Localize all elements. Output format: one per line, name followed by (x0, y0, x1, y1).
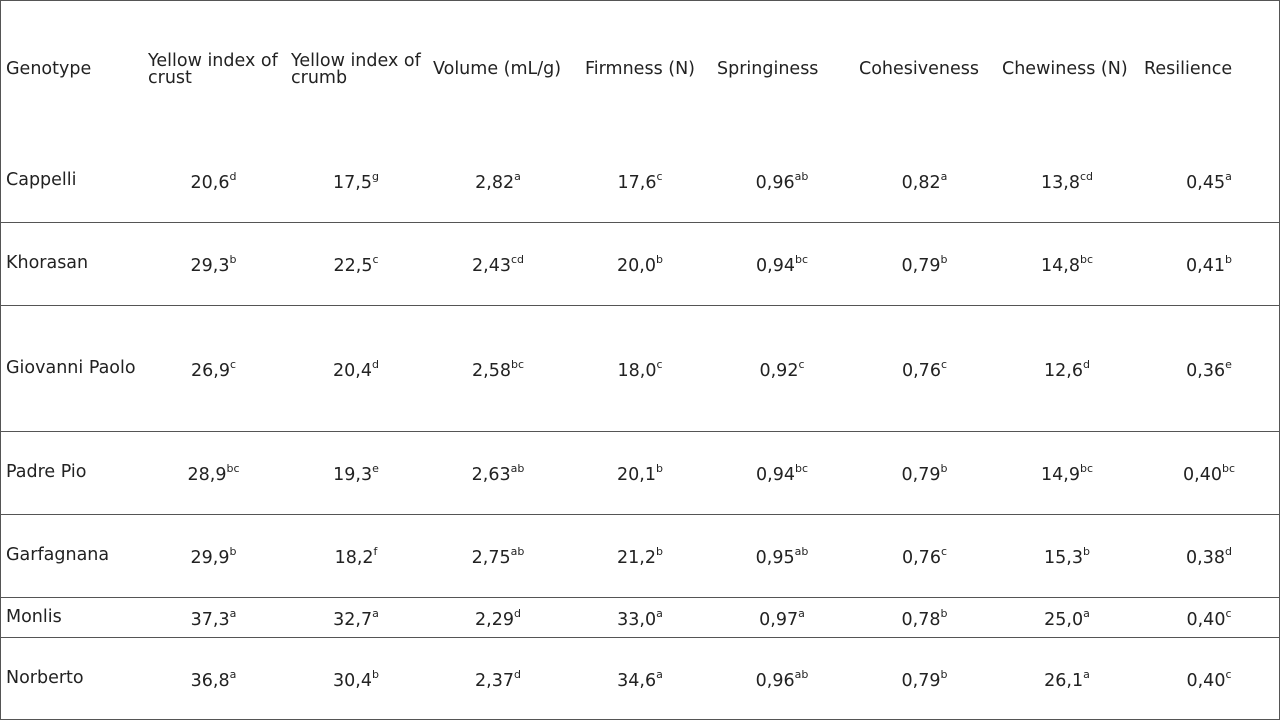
cell-value: 18,2 (334, 547, 374, 568)
cell-value: 0,97 (759, 609, 799, 630)
value-cell (569, 305, 711, 431)
significance-letter: cd (1079, 169, 1093, 183)
significance-letter: bc (794, 253, 808, 267)
cell-value: 33,0 (617, 609, 657, 630)
significance-letter: a (656, 668, 663, 682)
value-cell (569, 222, 711, 305)
significance-letter: c (656, 169, 663, 183)
header-firmness: Firmness (N) (585, 59, 695, 79)
significance-letter: a (940, 169, 948, 183)
value-cell (853, 222, 996, 305)
cell-value: 15,3 (1044, 547, 1083, 568)
value-cell (285, 222, 427, 305)
significance-letter: c (798, 357, 805, 371)
cell-value: 0,92 (759, 360, 799, 381)
value-cell (427, 431, 569, 514)
cell-value: 32,7 (333, 609, 373, 630)
cell-value: 2,37 (475, 671, 514, 692)
cell-value: 0,94 (756, 464, 795, 485)
genotype-cell: Monlis (6, 606, 62, 627)
significance-letter: bc (510, 357, 524, 371)
significance-letter: c (940, 357, 948, 371)
cell-value: 0,76 (901, 547, 941, 568)
significance-letter: b (229, 253, 237, 267)
value-cell (427, 637, 569, 720)
header-genotype: Genotype (6, 59, 92, 79)
significance-letter: e (1225, 357, 1232, 371)
cell-value: 19,3 (333, 464, 373, 485)
significance-letter: b (1224, 253, 1232, 267)
value-cell (711, 637, 853, 720)
value-cell (996, 637, 1138, 720)
cell-value: 13,8 (1041, 172, 1080, 193)
significance-letter: c (940, 545, 948, 559)
cell-value: 0,94 (756, 255, 795, 276)
cell-value: 2,29 (475, 609, 514, 630)
cell-value: 29,3 (190, 255, 230, 276)
cell-value: 14,9 (1041, 464, 1080, 485)
cell-value: 17,5 (333, 172, 372, 193)
value-cell (996, 222, 1138, 305)
value-cell (285, 431, 427, 514)
significance-letter: b (655, 545, 663, 559)
significance-letter: e (372, 462, 379, 476)
header-chewiness: Chewiness (N) (1002, 59, 1128, 79)
significance-letter: b (1082, 545, 1090, 559)
cell-value: 0,38 (1186, 547, 1225, 568)
significance-letter: b (371, 668, 379, 682)
cell-value: 18,0 (617, 360, 657, 381)
cell-value: 20,1 (617, 464, 656, 485)
significance-letter: b (655, 253, 663, 267)
value-cell (569, 139, 711, 222)
table-row (0, 514, 1280, 597)
value-cell (711, 597, 853, 637)
significance-letter: a (798, 606, 805, 620)
cell-value: 2,58 (472, 360, 511, 381)
table-row (0, 222, 1280, 305)
value-cell (1138, 305, 1280, 431)
value-cell (427, 305, 569, 431)
cell-value: 0,79 (901, 255, 941, 276)
significance-letter: c (372, 253, 379, 267)
significance-letter: a (229, 606, 237, 620)
significance-letter: b (940, 253, 948, 267)
significance-letter: bc (1079, 253, 1093, 267)
cell-value: 22,5 (333, 255, 373, 276)
value-cell (1138, 637, 1280, 720)
value-cell (711, 139, 853, 222)
header-yellow-index-crumb: Yellow index of crumb (291, 50, 421, 88)
value-cell (1138, 222, 1280, 305)
value-cell (142, 305, 285, 431)
cell-value: 2,82 (475, 172, 515, 193)
value-cell (142, 139, 285, 222)
value-cell (427, 222, 569, 305)
significance-letter: b (655, 462, 663, 476)
cell-value: 0,96 (755, 671, 795, 692)
value-cell (142, 637, 285, 720)
value-cell (711, 431, 853, 514)
significance-letter: ab (510, 545, 525, 559)
significance-letter: b (940, 462, 948, 476)
value-cell (996, 514, 1138, 597)
table-row (0, 597, 1280, 637)
cell-value: 0,79 (901, 464, 941, 485)
significance-letter: a (1083, 606, 1090, 620)
significance-letter: c (229, 357, 237, 371)
cell-value: 28,9 (187, 464, 227, 485)
value-cell (569, 637, 711, 720)
value-cell (853, 637, 996, 720)
value-cell (1138, 597, 1280, 637)
table-row (0, 637, 1280, 720)
cell-value: 12,6 (1044, 360, 1083, 381)
significance-letter: ab (794, 545, 809, 559)
significance-letter: c (656, 357, 663, 371)
value-cell (285, 597, 427, 637)
header-springiness: Springiness (717, 59, 819, 79)
header-cohesiveness: Cohesiveness (859, 59, 979, 79)
value-cell (427, 139, 569, 222)
cell-value: 0,96 (755, 172, 795, 193)
cell-value: 20,6 (190, 172, 230, 193)
significance-letter: d (513, 668, 521, 682)
table-row (0, 305, 1280, 431)
significance-letter: b (940, 668, 948, 682)
genotype-cell: Norberto (6, 668, 84, 689)
cell-value: 25,0 (1044, 609, 1084, 630)
cell-value: 2,63 (471, 464, 511, 485)
genotype-cell: Khorasan (6, 253, 89, 273)
significance-letter: f (373, 545, 378, 559)
value-cell (996, 305, 1138, 431)
value-cell (1138, 139, 1280, 222)
cell-value: 0,95 (755, 547, 795, 568)
value-cell (569, 597, 711, 637)
cell-value: 34,6 (617, 671, 657, 692)
value-cell (996, 597, 1138, 637)
significance-letter: d (371, 357, 379, 371)
cell-value: 26,9 (190, 360, 230, 381)
cell-value: 0,78 (901, 609, 941, 630)
value-cell (711, 305, 853, 431)
value-cell (1138, 431, 1280, 514)
cell-value: 17,6 (617, 172, 657, 193)
cell-value: 21,2 (617, 547, 656, 568)
significance-letter: d (229, 169, 237, 183)
cell-value: 0,36 (1186, 360, 1226, 381)
significance-letter: a (229, 668, 237, 682)
cell-value: 0,41 (1186, 255, 1225, 276)
cell-value: 29,9 (190, 547, 230, 568)
value-cell (285, 139, 427, 222)
table-row (0, 431, 1280, 514)
value-cell (711, 514, 853, 597)
significance-letter: a (1083, 668, 1090, 682)
value-cell (142, 431, 285, 514)
header-row (0, 0, 1280, 139)
significance-letter: d (513, 606, 521, 620)
value-cell (427, 597, 569, 637)
significance-letter: a (514, 169, 521, 183)
value-cell (853, 514, 996, 597)
cell-value: 0,76 (901, 360, 941, 381)
value-cell (853, 597, 996, 637)
header-volume: Volume (mL/g) (433, 59, 562, 79)
significance-letter: b (229, 545, 237, 559)
value-cell (427, 514, 569, 597)
significance-letter: c (1225, 606, 1232, 620)
value-cell (142, 514, 285, 597)
significance-letter: ab (510, 462, 525, 476)
significance-letter: a (656, 606, 663, 620)
value-cell (285, 305, 427, 431)
cell-value: 26,1 (1044, 671, 1084, 692)
significance-letter: ab (794, 169, 809, 183)
genotype-cell: Garfagnana (6, 545, 110, 565)
cell-value: 2,43 (472, 255, 511, 276)
cell-value: 0,40 (1183, 464, 1222, 485)
value-cell (1138, 514, 1280, 597)
genotype-cell: Cappelli (6, 169, 77, 190)
significance-letter: bc (1079, 462, 1093, 476)
significance-letter: g (371, 169, 379, 183)
value-cell (853, 139, 996, 222)
value-cell (285, 637, 427, 720)
value-cell (996, 139, 1138, 222)
value-cell (711, 222, 853, 305)
cell-value: 0,79 (901, 671, 941, 692)
cell-value: 14,8 (1041, 255, 1080, 276)
significance-letter: a (372, 606, 379, 620)
cell-value: 0,40 (1186, 671, 1226, 692)
table-row (0, 139, 1280, 222)
significance-letter: d (1082, 357, 1090, 371)
value-cell (285, 514, 427, 597)
cell-value: 20,0 (617, 255, 656, 276)
value-cell (569, 514, 711, 597)
cell-value: 0,82 (901, 172, 941, 193)
cell-value: 20,4 (333, 360, 372, 381)
genotype-cell: Padre Pio (6, 462, 87, 482)
significance-letter: bc (794, 462, 808, 476)
value-cell (569, 431, 711, 514)
significance-letter: b (940, 606, 948, 620)
value-cell (853, 305, 996, 431)
cell-value: 30,4 (333, 671, 372, 692)
header-yellow-index-crust: Yellow index of crust (148, 50, 278, 88)
significance-letter: bc (1221, 462, 1235, 476)
value-cell (142, 222, 285, 305)
cell-value: 37,3 (190, 609, 230, 630)
cell-value: 2,75 (471, 547, 511, 568)
value-cell (142, 597, 285, 637)
significance-letter: a (1225, 169, 1232, 183)
genotype-cell: Giovanni Paolo (6, 357, 136, 378)
cell-value: 0,40 (1186, 609, 1226, 630)
significance-letter: cd (510, 253, 524, 267)
value-cell (853, 431, 996, 514)
significance-letter: bc (226, 462, 240, 476)
cell-value: 0,45 (1186, 172, 1226, 193)
cell-value: 36,8 (190, 671, 230, 692)
value-cell (996, 431, 1138, 514)
significance-letter: ab (794, 668, 809, 682)
significance-letter: d (1224, 545, 1232, 559)
significance-letter: c (1225, 668, 1232, 682)
header-resilience: Resilience (1144, 59, 1233, 79)
